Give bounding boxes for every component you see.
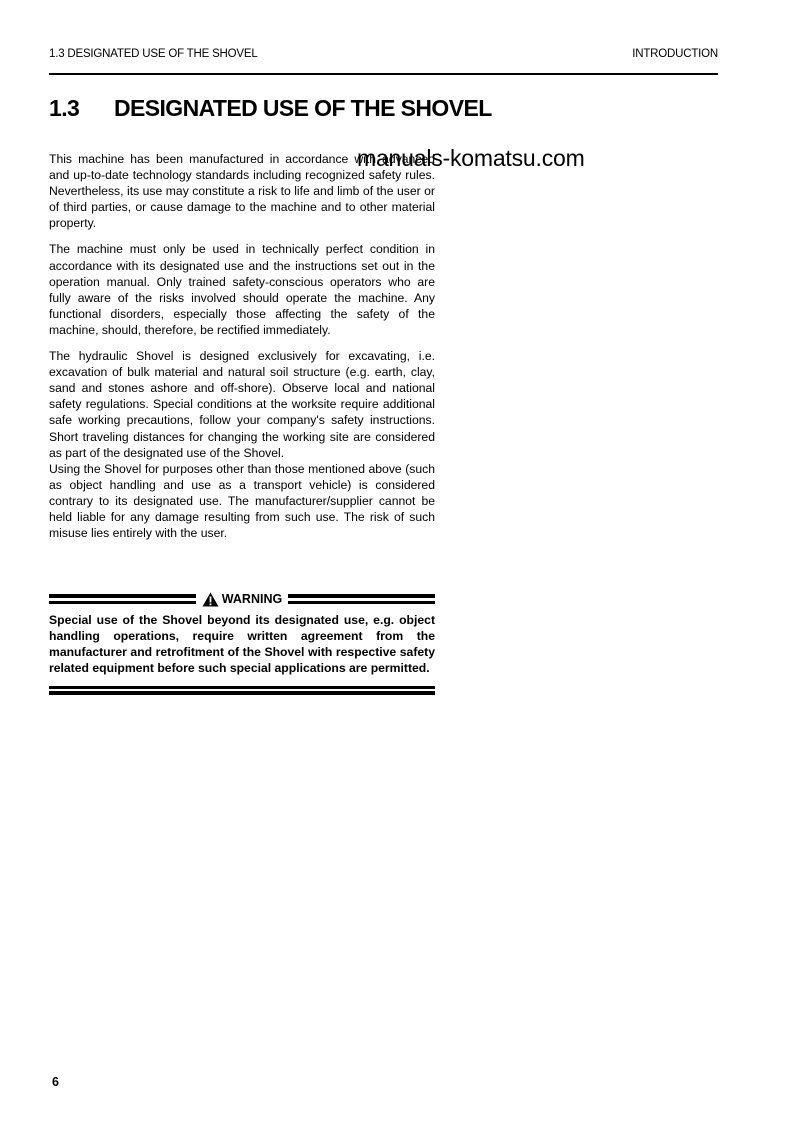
paragraph: The machine must only be used in technically perfect condition in accordance with its designated use and the instructions set out in the operation manual. Only trained safety-conscious operators who are fully aware of the risks involved should operate the machine. Any functional disorders, especially those affecting the safety of the machine, should, therefore, be rectified immediately. (49, 242, 435, 337)
section-heading: DESIGNATED USE OF THE SHOVEL (114, 95, 492, 121)
warning-box (49, 592, 435, 695)
warning-label (196, 592, 288, 607)
header-rule (49, 73, 718, 75)
warning-end-rule (49, 686, 435, 695)
watermark: manuals-komatsu.com (357, 145, 585, 171)
warning-text: Special use of the Shovel beyond its designated use, e.g. object handling operations, require written agreement from the manufacturer and retrofitment of the Shovel with respective safety related equipment before such special applications are permitted. (49, 613, 435, 676)
paragraph: This machine has been manufactured in accordance with advanced and up-to-date technology standards including recognized safety rules. Nevertheless, its use may constitute a risk to life and limb of the user or of third parties, or cause damage to the machine and to other material property. (49, 152, 435, 231)
section-title (49, 95, 492, 122)
warning-label-text: WARNING (221, 592, 283, 606)
body-text (49, 151, 435, 551)
warning-rule-right (288, 594, 435, 604)
paragraph: Using the Shovel for purposes other than those mentioned above (such as object handling and use as a transport vehicle) is considered contrary to its designated use. The manufacturer/supplier cannot be held liable for any damage resulting from such use. The risk of such misuse lies entirely with the user. (49, 461, 435, 541)
warning-rule-left (49, 594, 196, 604)
section-number: 1.3 (49, 95, 80, 121)
warning-header (49, 592, 435, 606)
running-header-chapter: INTRODUCTION (632, 48, 718, 60)
running-header-section: 1.3 DESIGNATED USE OF THE SHOVEL (49, 48, 258, 60)
page-number: 6 (52, 1075, 59, 1089)
paragraph: The hydraulic Shovel is designed exclusively for excavating, i.e. excavation of bulk material and natural soil structure (e.g. earth, clay, sand and stones ashore and off-shore). Observe local and national safety regulations. Special conditions at the worksite require additional safe working precautions, follow your company's safety instructions. Short traveling distances for changing the working site are considered as part of the designated use of the Shovel. (49, 349, 435, 460)
warning-triangle-icon (202, 592, 219, 607)
